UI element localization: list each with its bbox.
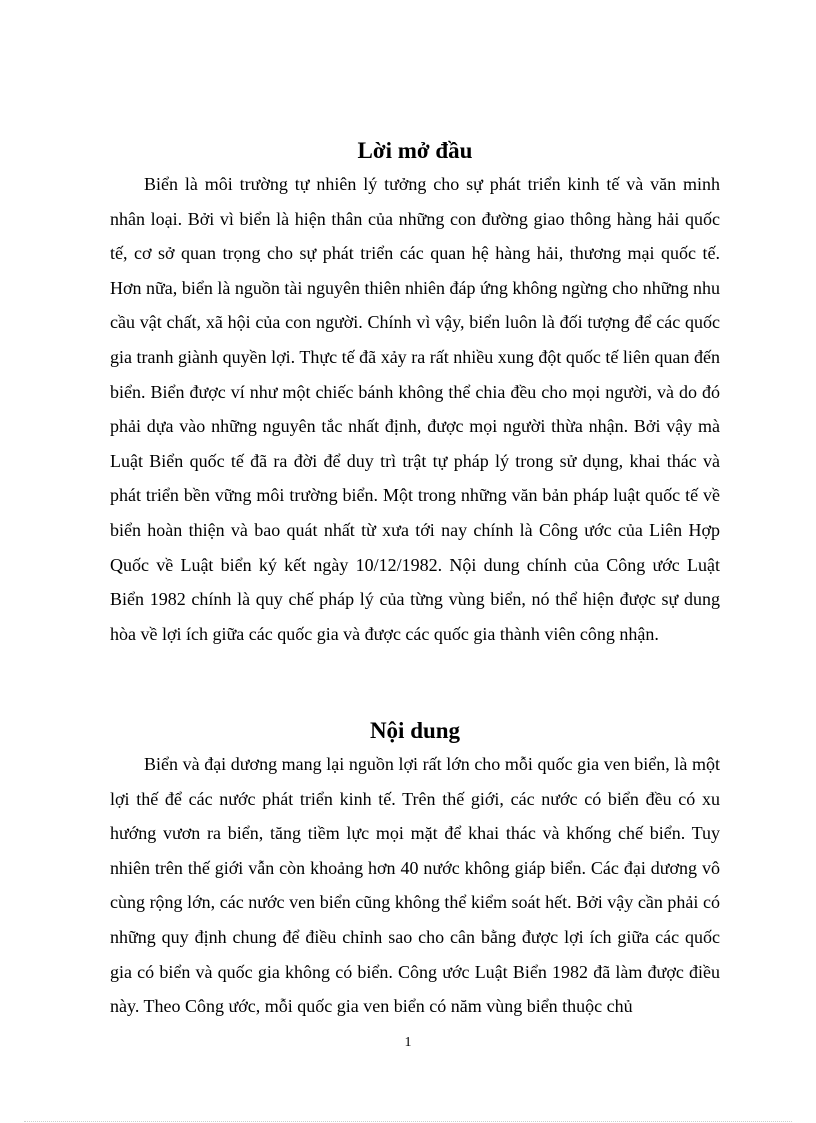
introduction-heading: Lời mở đầu	[357, 138, 473, 163]
section-content	[110, 716, 720, 1024]
page-number: 1	[404, 1035, 412, 1050]
content-paragraph: Biển và đại dương mang lại nguồn lợi rất lớn cho mỗi quốc gia ven biển, là một lợi thế để các nước phát triển kinh tế. Trên thế giới, các nước có biển đều có xu hướng vươn ra biển, tăng tiềm lực mọi mặt để khai thác và khống chế biển. Tuy nhiên trên thế giới vẫn còn khoảng hơn 40 nước không giáp biển. Các đại dương vô cùng rộng lớn, các nước ven biển cũng không thể kiểm soát hết. Bởi vậy cần phải có những quy định chung để điều chỉnh sao cho cân bằng được lợi ích giữa các quốc gia có biển và quốc gia không có biển. Công ước Luật Biển 1982 đã làm được điều này. Theo Công ước, mỗi quốc gia ven biển có năm vùng biển thuộc chủ	[110, 754, 720, 1017]
section-introduction	[110, 136, 720, 651]
page-bottom-edge	[24, 1121, 792, 1122]
content-heading: Nội dung	[369, 718, 461, 743]
introduction-paragraph: Biển là môi trường tự nhiên lý tưởng cho sự phát triển kinh tế và văn minh nhân loại. Bởi vì biển là hiện thân của những con đường giao thông hàng hải quốc tế, cơ sở quan trọng cho sự phát triển các quan hệ hàng hải, thương mại quốc tế. Hơn nữa, biển là nguồn tài nguyên thiên nhiên đáp ứng không ngừng cho những nhu cầu vật chất, xã hội của con người. Chính vì vậy, biển luôn là đối tượng để các quốc gia tranh giành quyền lợi. Thực tế đã xảy ra rất nhiều xung đột quốc tế liên quan đến biển. Biển được ví như một chiếc bánh không thể chia đều cho mọi người, và do đó phải dựa vào những nguyên tắc nhất định, được mọi người thừa nhận. Bởi vậy mà Luật Biển quốc tế đã ra đời để duy trì trật tự pháp lý trong sử dụng, khai thác và phát triển bền vững môi trường biển. Một trong những văn bản pháp luật quốc tế về biển hoàn thiện và bao quát nhất từ xưa tới nay chính là Công ước của Liên Hợp Quốc về Luật biển ký kết ngày 10/12/1982. Nội dung chính của Công ước Luật Biển 1982 chính là quy chế pháp lý của từng vùng biển, nó thể hiện được sự dung hòa về lợi ích giữa các quốc gia và được các quốc gia thành viên công nhận.	[110, 174, 720, 644]
